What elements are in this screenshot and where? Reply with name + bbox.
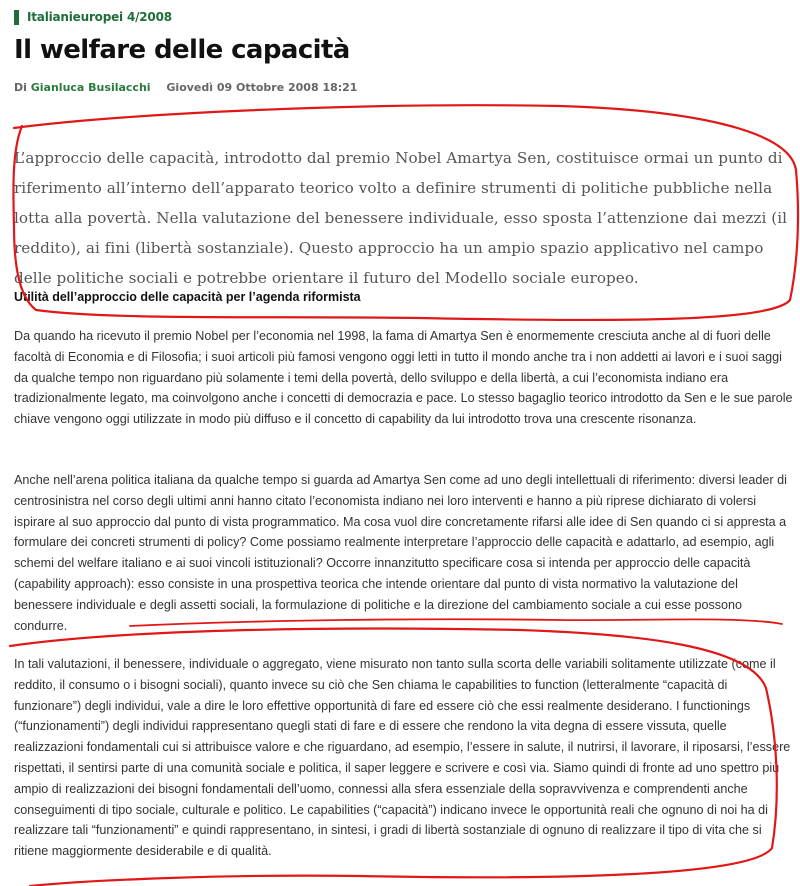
paragraph: Da quando ha ricevuto il premio Nobel per l’economia nel 1998, la fama di Amartya Sen è enormemente cresciuta anche al di fuori delle facoltà di Economia e di Filosofia; i suoi articoli più famosi vengono oggi letti in tutto il mondo anche tra i non addetti ai lavori e i suoi saggi da qualche tempo non riguardano più solamente i temi della povertà, dello sviluppo e della libertà, a cui l’economista indiano era tradizionalmente legato, ma coinvolgono anche i concetti di democrazia e pace. Lo stesso bagaglio teorico introdotto da Sen e le sue parole chiave vengono oggi utilizzate in modo più diffuso e il concetto di capability da lui introdotto trova una crescente risonanza.	[14, 329, 793, 427]
byline-prefix: Di	[14, 81, 27, 94]
section-label[interactable]	[14, 9, 172, 25]
paragraph: In tali valutazioni, il benessere, individuale o aggregato, viene misurato non tanto sulla scorta delle variabili solitamente utilizzate (come il reddito, il consumo o i bisogni sociali), quanto invece su ciò che Sen chiama le capabilities to function (letteralmente “capacità di funzionare”) degli individui, vale a dire le loro effettive opportunità di fare ed essere ciò che essi realmente desiderano. I functionings (“funzionamenti”) degli individui rappresentano quegli stati di fare e di essere che rendono la vita degna di essere vissuta, quelle realizzazioni fondamentali cui si attribuisce valore e che riguardano, ad esempio, l’essere in salute, il nutrirsi, il lavorare, il riposarsi, l’essere rispettati, il sentirsi parte di una comunità sociale e politica, il saper leggere e scrivere e così via. Siamo quindi di fronte ad uno spettro più ampio di realizzazioni dei bisogni fondamentali dell’uomo, connessi alla sfera essenziale della sopravvivenza e comprendenti anche conseguimenti di tipo sociale, culturale e politico. Le capabilities (“capacità”) indicano invece le opportunità reali che ognuno di noi ha di realizzare tali “funzionamenti” e quindi rappresentano, in sintesi, i gradi di libertà sostanziale di ognuno di realizzare il tipo di vita che si ritiene maggiormente desiderabile e di qualità.	[14, 657, 791, 859]
paragraph: Anche nell’arena politica italiana da qualche tempo si guarda ad Amartya Sen come ad uno degli intellettuali di riferimento: diversi leader di centrosinistra nel corso degli ultimi anni hanno citato l’economista indiano nei loro interventi e hanno a più riprese dichiarato di volersi ispirare al suo approccio dal punto di vista programmatico. Ma cosa vuol dire concretamente rifarsi alle idee di Sen quando ci si appresta a formulare dei concreti strumenti di policy? Come possiamo realmente interpretare l’approccio delle capacità e adattarlo, ad esempio, agli schemi del welfare italiano e ai suoi vincoli istituzionali? Occorre innanzitutto specificare cosa si intenda per approccio delle capacità (capability approach): esso consiste in una prospettiva teorica che intende orientare dal punto di vista normativo la valutazione del benessere individuale e degli assetti sociali, la formulazione di politiche e la direzione del cambiamento sociale a cui esse possono condurre.	[14, 473, 787, 633]
article-title: Il welfare delle capacità	[14, 35, 350, 65]
article-lead: L’approccio delle capacità, introdotto dal premio Nobel Amartya Sen, costituisce ormai un punto di riferimento all’interno dell’apparato teorico volto a definire strumenti di politiche pubbliche nella lotta alla povertà. Nella valutazione del benessere individuale, esso sposta l’attenzione dai mezzi (il reddito), ai fini (libertà sostanziale). Questo approccio ha un ampio spazio applicativo nel campo delle politiche sociali e potrebbe orientare il futuro del Modello sociale europeo.	[14, 149, 788, 287]
section-marker-icon	[14, 10, 19, 25]
byline	[14, 81, 357, 94]
section-name[interactable]: Italianieuropei 4/2008	[27, 10, 172, 24]
publish-date: Giovedì 09 Ottobre 2008 18:21	[166, 81, 358, 94]
section-subheading: Utilità dell’approccio delle capacità per l’agenda riformista	[14, 290, 361, 304]
author-link[interactable]: Gianluca Busilacchi	[30, 81, 151, 94]
